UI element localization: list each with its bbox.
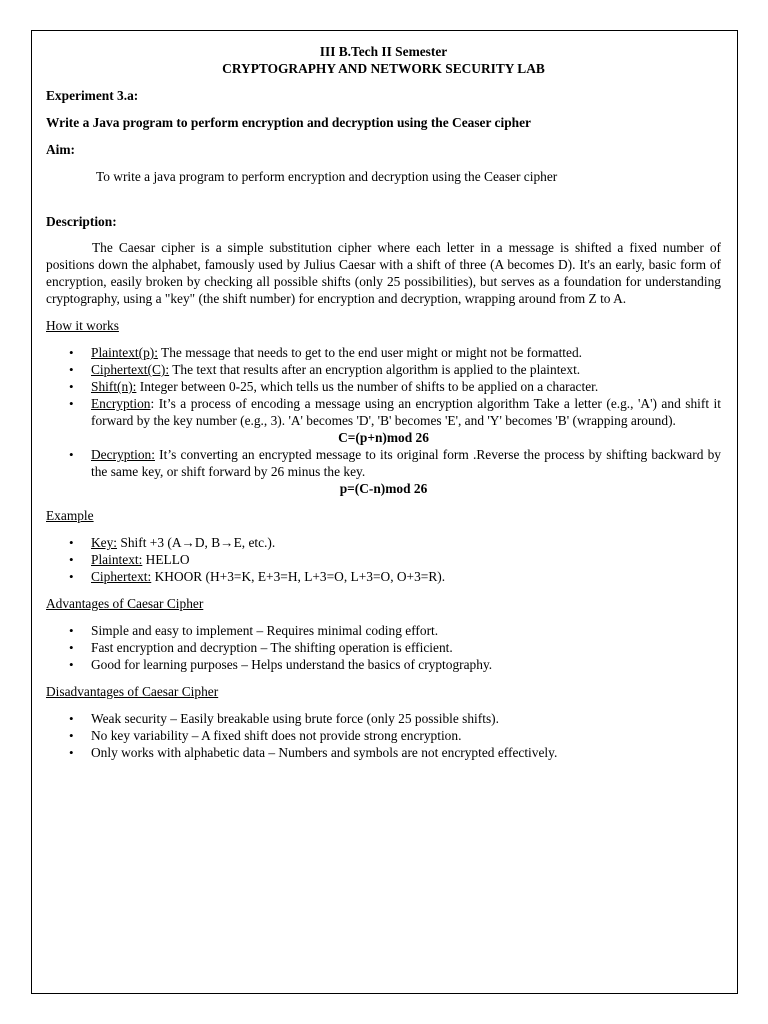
list-item [91, 551, 721, 568]
term-plaintext: Plaintext(p): [91, 345, 158, 360]
example-heading: Example [46, 508, 94, 523]
list-item [91, 534, 721, 551]
list-item [91, 361, 721, 378]
term-plaintext-example: Plaintext: [91, 552, 143, 567]
experiment-title: Write a Java program to perform encryption and decryption using the Ceaser cipher [46, 115, 531, 130]
aim-text: To write a java program to perform encryption and decryption using the Ceaser cipher [96, 169, 558, 184]
experiment-number: Experiment 3.a: [46, 88, 139, 103]
term-shift: Shift(n): [91, 379, 137, 394]
list-item [91, 446, 721, 480]
list-item: • Weak security – Easily breakable using brute force (only 25 possible shifts). [91, 710, 721, 727]
term-text: Shift +3 (A→D, B→E, etc.). [117, 535, 276, 550]
how-it-works-list [46, 344, 721, 429]
term-text: The text that results after an encryption algorithm is applied to the plaintext. [169, 362, 581, 377]
advantages-list [46, 622, 721, 673]
example-list [46, 534, 721, 585]
term-text: HELLO [142, 552, 190, 567]
list-item [91, 378, 721, 395]
encryption-formula: C=(p+n)mod 26 [338, 430, 429, 445]
term-decryption: Decryption: [91, 447, 155, 462]
term-text: The message that needs to get to the end user might or might not be formatted. [157, 345, 583, 360]
lab-heading: CRYPTOGRAPHY AND NETWORK SECURITY LAB [222, 61, 545, 76]
advantages-heading: Advantages of Caesar Cipher [46, 596, 204, 611]
list-item: • No key variability – A fixed shift does not provide strong encryption. [91, 727, 721, 744]
term-text: KHOOR (H+3=K, E+3=H, L+3=O, L+3=O, O+3=R). [151, 569, 446, 584]
document-body [46, 44, 721, 761]
term-ciphertext: Ciphertext(C): [91, 362, 170, 377]
how-it-works-list-cont [46, 446, 721, 480]
description-text: The Caesar cipher is a simple substitution cipher where each letter in a message is shifted a fixed number of positions down the alphabet, famously used by Julius Caesar with a shift of three (A becomes D). It's an early, basic form of encryption, easily broken by checking all possible shifts (only 25 possibilities), but serves as a foundation for understanding cryptography, using a "key" (the shift number) for encryption and decryption, wrapping around from Z to A. [46, 240, 721, 306]
disadvantages-heading: Disadvantages of Caesar Cipher [46, 684, 219, 699]
term-ciphertext-example: Ciphertext: [91, 569, 152, 584]
list-item: • Only works with alphabetic data – Numbers and symbols are not encrypted effectively. [91, 744, 721, 761]
aim-heading: Aim: [46, 142, 76, 157]
list-item [91, 395, 721, 429]
description-heading: Description: [46, 214, 117, 229]
list-item [91, 344, 721, 361]
list-item [91, 568, 721, 585]
how-it-works-heading: How it works [46, 318, 119, 333]
disadvantages-list [46, 710, 721, 761]
decryption-formula: p=(C-n)mod 26 [339, 481, 428, 496]
term-key: Key: [91, 535, 118, 550]
term-text: It’s converting an encrypted message to its original form .Reverse the process by shifting backward by the same key, or shift forward by 26 minus the key. [91, 447, 721, 479]
list-item: • Fast encryption and decryption – The shifting operation is efficient. [91, 639, 721, 656]
list-item: • Simple and easy to implement – Requires minimal coding effort. [91, 622, 721, 639]
term-text: : It’s a process of encoding a message using an encryption algorithm Take a letter (e.g., 'A') and shift it forward by the key number (e.g., 3). 'A' becomes 'D', 'B' becomes 'E', and 'Y' becomes 'B' (wrapping around). [91, 396, 721, 428]
term-text: Integer between 0-25, which tells us the number of shifts to be applied on a character. [136, 379, 599, 394]
list-item: • Good for learning purposes – Helps understand the basics of cryptography. [91, 656, 721, 673]
semester-heading: III B.Tech II Semester [319, 44, 448, 59]
term-encryption: Encryption [91, 396, 151, 411]
